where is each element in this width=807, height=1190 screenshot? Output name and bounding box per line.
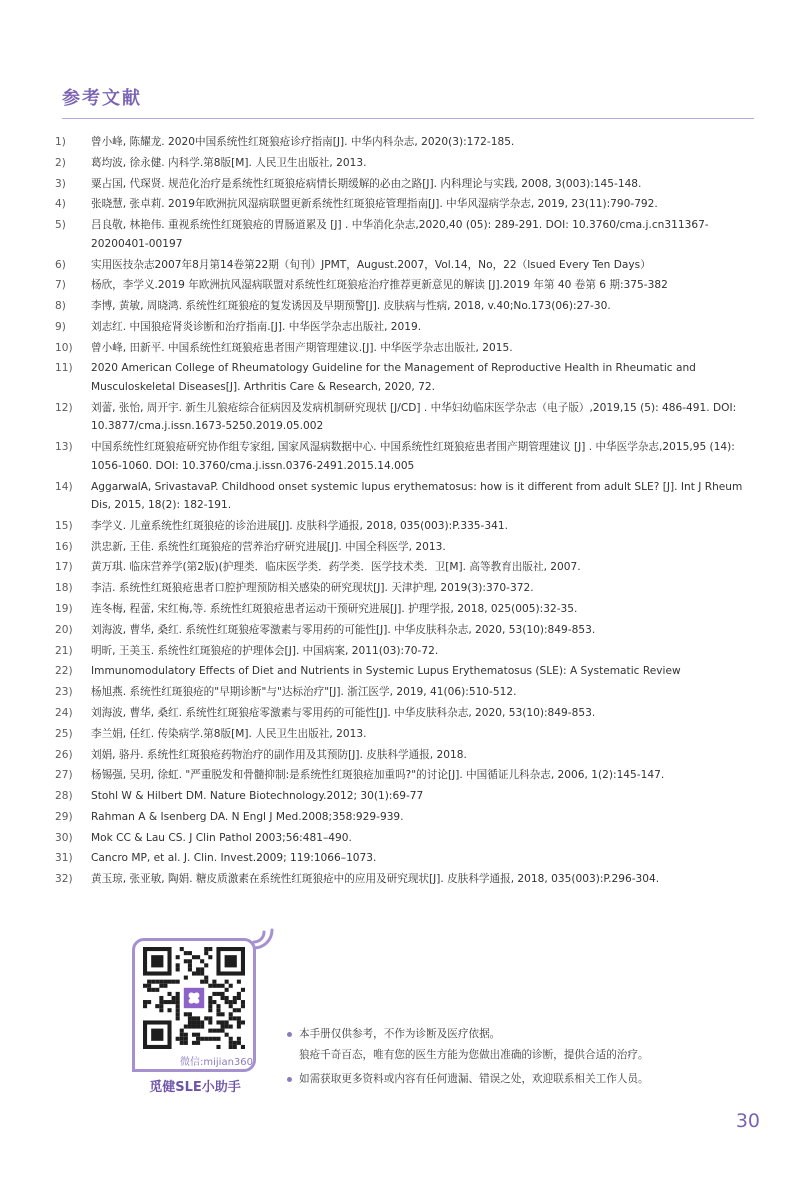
reference-item bbox=[55, 399, 760, 436]
reference-number: 20) bbox=[55, 623, 73, 636]
page-number: 30 bbox=[735, 1110, 760, 1132]
reference-number: 23) bbox=[55, 686, 73, 699]
reference-text: Stohl W & Hilbert DM. Nature Biotechnology.2012; 30(1):69-77 bbox=[91, 790, 424, 803]
qr-block bbox=[130, 922, 280, 1102]
reference-number: 26) bbox=[55, 748, 73, 761]
reference-item bbox=[55, 600, 760, 619]
reference-text: 杨锡强, 吴玥, 徐虹. "严重脱发和骨髓抑制:是系统性红斑狼疮加重吗?"的讨论[J]. 中国循证儿科杂志, 2006, 1(2):145-147. bbox=[91, 769, 665, 782]
reference-item bbox=[55, 870, 760, 889]
reference-text: 李学义. 儿童系统性红斑狼疮的诊治进展[J]. 皮肤科学通报, 2018, 035(003):P.335-341. bbox=[91, 519, 508, 532]
reference-number: 17) bbox=[55, 561, 73, 574]
reference-number: 3) bbox=[55, 177, 66, 190]
reference-item bbox=[55, 517, 760, 536]
reference-number: 21) bbox=[55, 644, 73, 657]
reference-item bbox=[55, 339, 760, 358]
reference-item bbox=[55, 704, 760, 723]
reference-text: 刘志红. 中国狼疮肾炎诊断和治疗指南.[J]. 中华医学杂志出版社, 2019. bbox=[91, 320, 422, 333]
qr-caption: 觅健SLE小助手 bbox=[149, 1080, 241, 1095]
reference-text: Rahman A & Isenberg DA. N Engl J Med.2008;358:929-939. bbox=[91, 810, 404, 823]
reference-item bbox=[55, 276, 760, 295]
reference-number: 16) bbox=[55, 540, 73, 553]
reference-number: 29) bbox=[55, 810, 73, 823]
reference-text: Immunomodulatory Effects of Diet and Nutrients in Systemic Lupus Erythematosus (SLE): A Systematic Review bbox=[91, 665, 681, 678]
reference-text: 刘蕾, 张怡, 周开宇. 新生儿狼疮综合征病因及发病机制研究现状 [J/CD] . 中华妇幼临床医学杂志（电子版）,2019,15 (5): 486-491. DOI: 10.3877/cma.j.issn.1673-5250.2019.05.002 bbox=[91, 401, 737, 433]
reference-text: 刘娟, 骆丹. 系统性红斑狼疮药物治疗的副作用及其预防[J]. 皮肤科学通报, 2018. bbox=[91, 748, 467, 761]
reference-text: Mok CC & Lau CS. J Clin Pathol 2003;56:481–490. bbox=[91, 831, 352, 844]
reference-number: 30) bbox=[55, 831, 73, 844]
reference-text: 李博, 黄敏, 周晓鸿. 系统性红斑狼疮的复发诱因及早期预警[J]. 皮肤病与性病, 2018, v.40;No.173(06):27-30. bbox=[91, 300, 611, 313]
signal-wave-icon bbox=[252, 922, 276, 950]
reference-text: 中国系统性红斑狼疮研究协作组专家组, 国家风湿病数据中心. 中国系统性红斑狼疮患者围产期管理建议 [J] . 中华医学杂志,2015,95 (14): 1056-1060. DOI: 10.3760/cma.j.issn.0376-2491.2015.14.005 bbox=[91, 441, 735, 472]
note-line: 本手册仅供参考，不作为诊断及医疗依据。 bbox=[299, 1028, 501, 1040]
reference-item bbox=[55, 538, 760, 557]
reference-number: 6) bbox=[55, 258, 66, 271]
reference-item bbox=[55, 579, 760, 598]
notes bbox=[285, 1024, 755, 1090]
reference-text: 实用医技杂志2007年8月第14卷第22期（旬刊）JPMT，August.2007，Vol.14，No，22（lsued Every Ten Days） bbox=[91, 258, 651, 271]
reference-item bbox=[55, 787, 760, 806]
reference-text: 刘海波, 曹华, 桑红. 系统性红斑狼疮零激素与零用药的可能性[J]. 中华皮肤科杂志, 2020, 53(10):849-853. bbox=[91, 706, 596, 719]
reference-number: 4) bbox=[55, 198, 66, 211]
reference-text: 李洁. 系统性红斑狼疮患者口腔护理预防相关感染的研究现状[J]. 天津护理, 2019(3):370-372. bbox=[91, 582, 534, 595]
reference-text: AggarwalA, SrivastavaP. Childhood onset systemic lupus erythematosus: how is it different from adult SLE? [J]. Int J Rheum Dis, 2015, 18(2): 182-191. bbox=[91, 480, 743, 512]
reference-text: 明昕, 王美玉. 系统性红斑狼疮的护理体会[J]. 中国病案, 2011(03):70-72. bbox=[91, 644, 439, 657]
reference-number: 12) bbox=[55, 401, 73, 414]
reference-item bbox=[55, 558, 760, 577]
reference-item bbox=[55, 133, 760, 152]
reference-text: 2020 American College of Rheumatology Guideline for the Management of Reproductive Health in Rheumatic and Musculoskeletal Diseases[J]. Arthritis Care & Research, 2020, 72. bbox=[91, 362, 696, 393]
qr-code-image[interactable] bbox=[143, 947, 245, 1049]
reference-text: 黄万琪. 临床营养学(第2版)(护理类．临床医学类．药学类．医学技术类．卫[M]. 高等教育出版社, 2007. bbox=[91, 561, 581, 574]
reference-item bbox=[55, 297, 760, 316]
reference-number: 8) bbox=[55, 300, 66, 313]
reference-number: 1) bbox=[55, 136, 66, 148]
reference-text: 洪忠新, 王佳. 系统性红斑狼疮的营养治疗研究进展[J]. 中国全科医学, 2013. bbox=[91, 540, 446, 553]
reference-text: 曾小峰, 田新平. 中国系统性红斑狼疮患者围产期管理建议.[J]. 中华医学杂志出版社, 2015. bbox=[91, 341, 513, 354]
reference-number: 9) bbox=[55, 320, 66, 333]
reference-number: 27) bbox=[55, 769, 73, 782]
reference-text: 杨欣，李学义.2019 年欧洲抗风湿病联盟对系统性红斑狼疮治疗推荐更新意见的解读 [J].2019 年第 40 卷第 6 期:375-382 bbox=[91, 279, 668, 292]
reference-item bbox=[55, 256, 760, 275]
reference-text: 李兰娟, 任红. 传染病学.第8版[M]. 人民卫生出版社, 2013. bbox=[91, 727, 367, 740]
reference-item bbox=[55, 195, 760, 214]
reference-item bbox=[55, 175, 760, 194]
reference-item bbox=[55, 683, 760, 702]
reference-text: 杨旭燕. 系统性红斑狼疮的"早期诊断"与"达标治疗"[J]. 浙江医学, 2019, 41(06):510-512. bbox=[91, 686, 517, 699]
note-line: 狼疮千奇百态，唯有您的医生方能为您做出准确的诊断，提供合适的治疗。 bbox=[299, 1048, 649, 1061]
reference-text: 连冬梅, 程蕾, 宋红梅,等. 系统性红斑狼疮患者运动干预研究进展[J]. 护理学报, 2018, 025(005):32-35. bbox=[91, 603, 578, 616]
reference-list bbox=[55, 133, 760, 891]
reference-item bbox=[55, 621, 760, 640]
reference-item bbox=[55, 154, 760, 173]
reference-number: 13) bbox=[55, 441, 73, 454]
reference-number: 18) bbox=[55, 582, 73, 595]
reference-text: 曾小峰, 陈耀龙. 2020中国系统性红斑狼疮诊疗指南[J]. 中华内科杂志, 2020(3):172-185. bbox=[91, 136, 515, 148]
reference-item bbox=[55, 849, 760, 868]
reference-item bbox=[55, 216, 760, 253]
reference-text: 粟占国, 代琛贤. 规范化治疗是系统性红斑狼疮病情长期缓解的必由之路[J]. 内科理论与实践, 2008, 3(003):145-148. bbox=[91, 177, 642, 190]
note-line: 如需获取更多资料或内容有任何遗漏、错误之处，欢迎联系相关工作人员。 bbox=[299, 1073, 649, 1085]
reference-number: 19) bbox=[55, 603, 73, 616]
reference-number: 11) bbox=[55, 362, 73, 375]
reference-number: 31) bbox=[55, 852, 73, 865]
reference-item bbox=[55, 478, 760, 515]
reference-number: 2) bbox=[55, 156, 66, 169]
bullet-icon bbox=[287, 1077, 292, 1082]
reference-item bbox=[55, 438, 760, 475]
reference-number: 15) bbox=[55, 519, 73, 532]
reference-item bbox=[55, 642, 760, 661]
reference-item bbox=[55, 662, 760, 681]
page-title: 参考文献 bbox=[62, 88, 142, 109]
reference-item bbox=[55, 766, 760, 785]
reference-item bbox=[55, 359, 760, 396]
reference-number: 14) bbox=[55, 480, 73, 493]
note-item bbox=[285, 1024, 755, 1065]
reference-number: 7) bbox=[55, 279, 66, 292]
bullet-icon bbox=[287, 1032, 292, 1037]
note-item bbox=[285, 1069, 755, 1090]
reference-number: 22) bbox=[55, 665, 73, 678]
reference-item bbox=[55, 725, 760, 744]
reference-item bbox=[55, 318, 760, 337]
reference-number: 24) bbox=[55, 706, 73, 719]
reference-text: 黄玉琼, 张亚敏, 陶娟. 糖皮质激素在系统性红斑狼疮中的应用及研究现状[J]. 皮肤科学通报, 2018, 035(003):P.296-304. bbox=[91, 873, 660, 886]
reference-number: 28) bbox=[55, 790, 73, 803]
wechat-id: 微信:mijian360 bbox=[180, 1057, 253, 1068]
reference-number: 25) bbox=[55, 727, 73, 740]
reference-text: 张晓慧, 张卓莉. 2019年欧洲抗风湿病联盟更新系统性红斑狼疮管理指南[J]. 中华风湿病学杂志, 2019, 23(11):790-792. bbox=[91, 198, 658, 211]
reference-number: 5) bbox=[55, 219, 66, 232]
title-divider bbox=[62, 118, 754, 119]
reference-text: 葛均波, 徐永健. 内科学.第8版[M]. 人民卫生出版社, 2013. bbox=[91, 156, 367, 169]
reference-item bbox=[55, 829, 760, 848]
reference-text: Cancro MP, et al. J. Clin. Invest.2009; 119:1066–1073. bbox=[91, 852, 377, 865]
reference-number: 10) bbox=[55, 341, 73, 354]
reference-item bbox=[55, 808, 760, 827]
reference-text: 吕良敬, 林艳伟. 重视系统性红斑狼疮的胃肠道累及 [J] . 中华消化杂志,2020,40 (05): 289-291. DOI: 10.3760/cma.j.cn311367-20200401-00197 bbox=[91, 219, 709, 250]
reference-text: 刘海波, 曹华, 桑红. 系统性红斑狼疮零激素与零用药的可能性[J]. 中华皮肤科杂志, 2020, 53(10):849-853. bbox=[91, 623, 596, 636]
qr-frame bbox=[132, 938, 256, 1072]
reference-item bbox=[55, 746, 760, 765]
reference-number: 32) bbox=[55, 873, 73, 886]
